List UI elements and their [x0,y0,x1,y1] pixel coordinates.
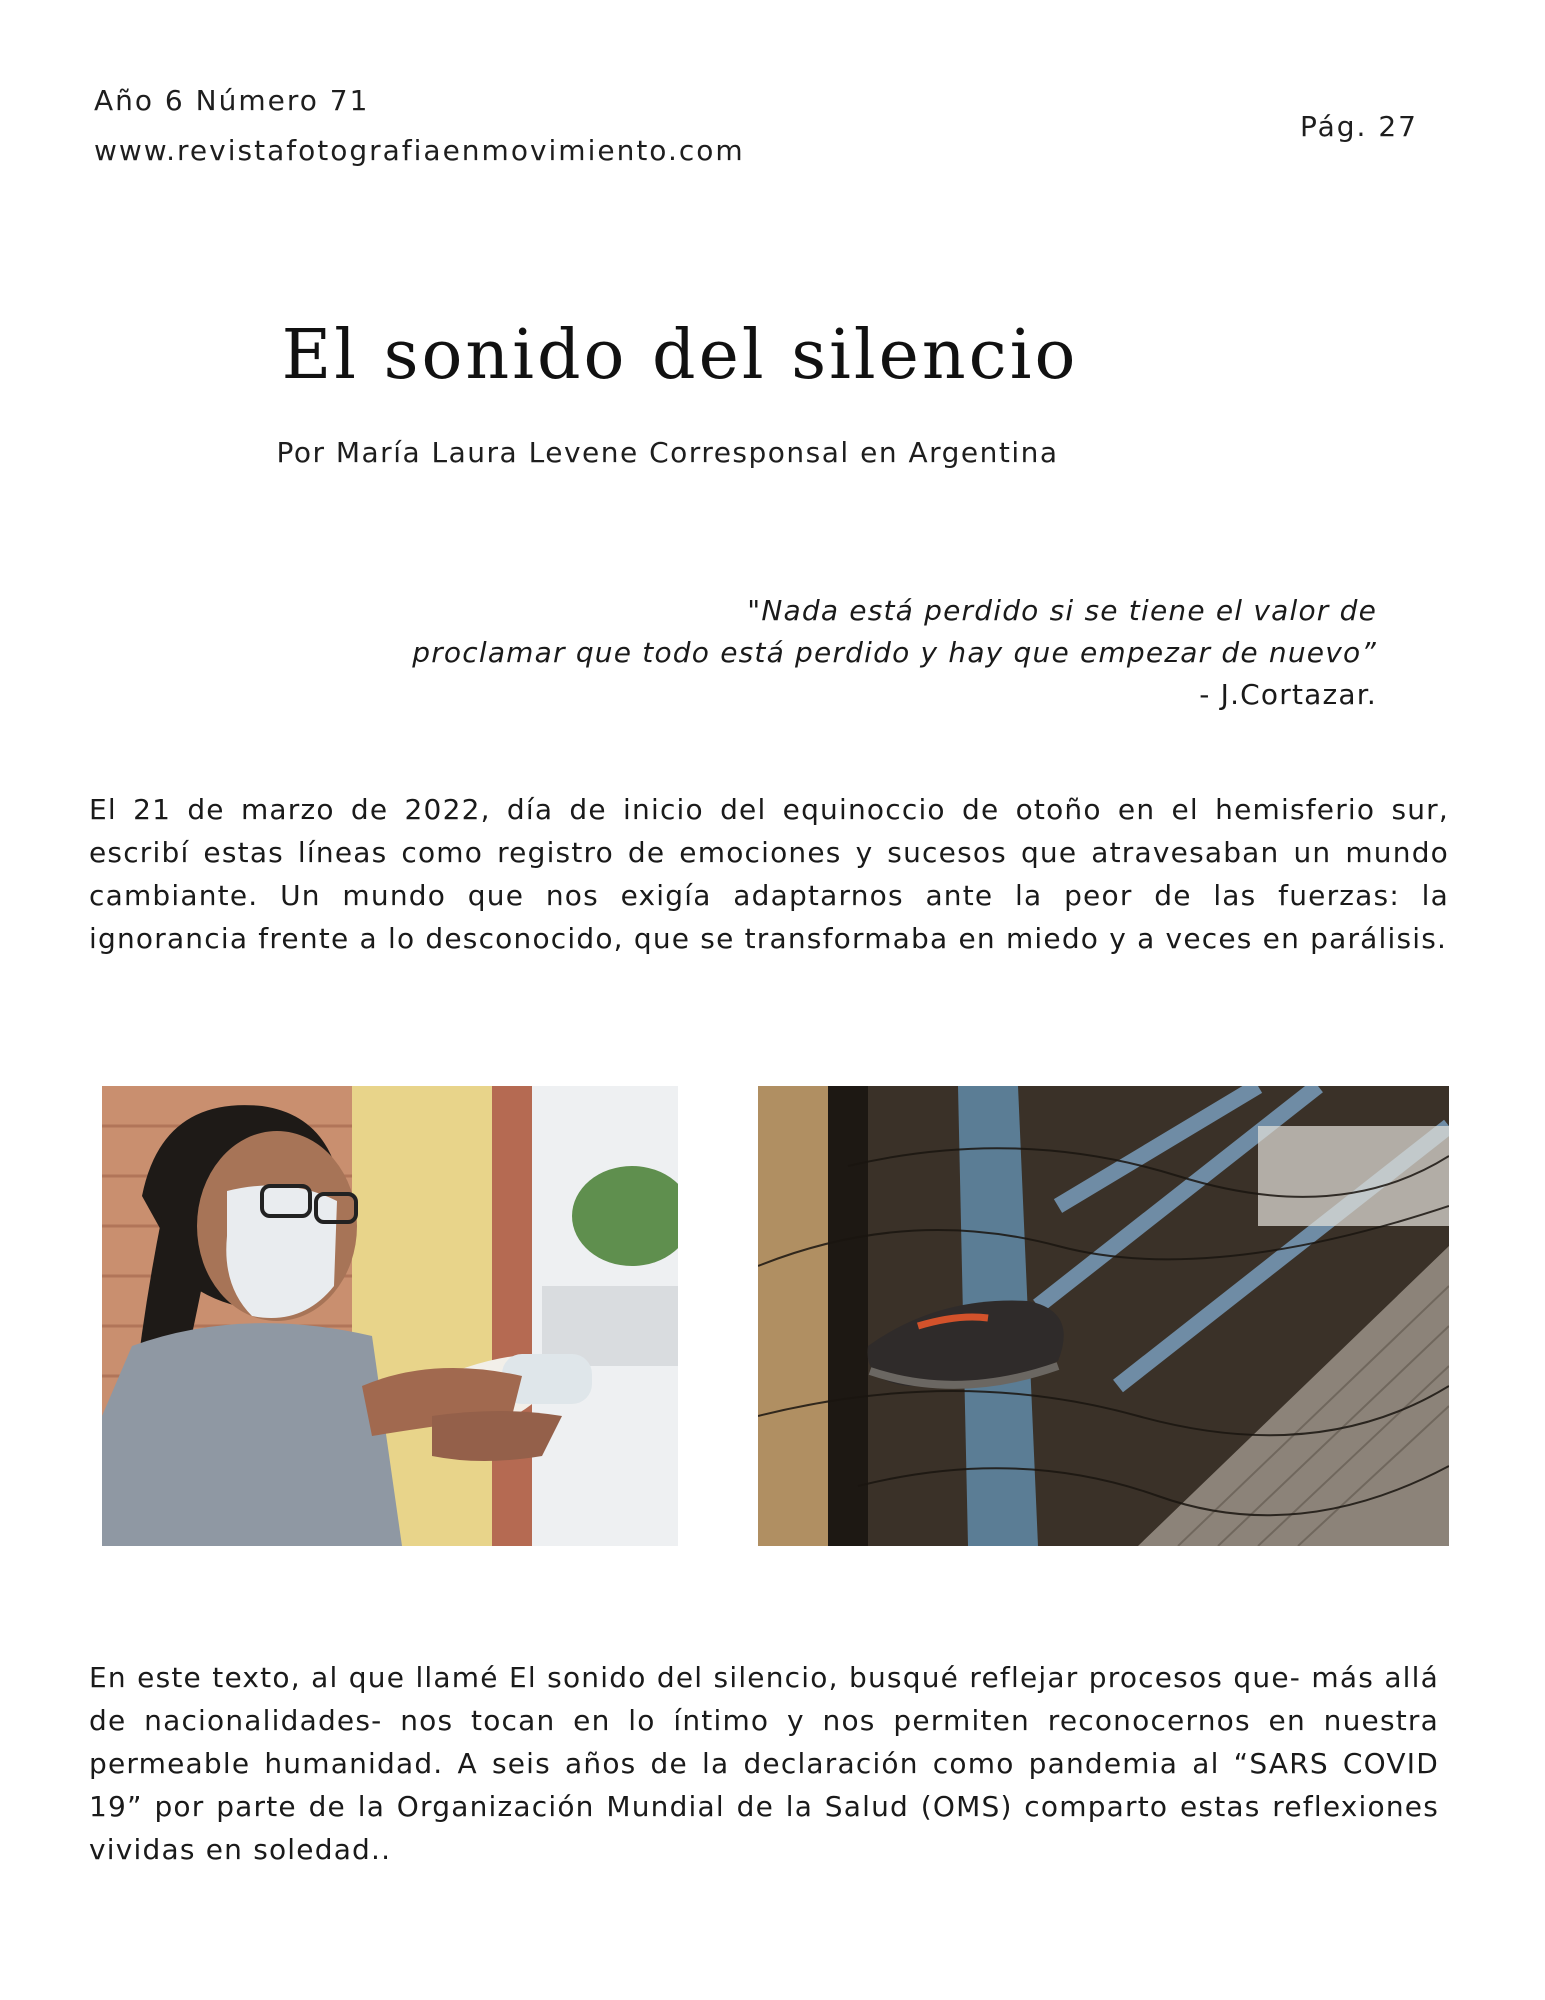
article-byline: Por María Laura Levene Corresponsal en Argentina [276,436,1059,469]
website-url: www.revistafotografiaenmovimiento.com [94,134,745,167]
quote-author: - J.Cortazar. [1199,678,1377,711]
issue-number: Año 6 Número 71 [94,84,370,117]
quote-line-2: proclamar que todo está perdido y hay que empezar de nuevo” [412,636,1377,669]
body-paragraph-2: En este texto, al que llamé El sonido del silencio, busqué reflejar procesos que- más allá de nacionalidades- nos tocan en lo íntimo y nos permiten reconocernos en nuestra permeable humanidad. A seis años de la declaración como pandemia al “SARS COVID 19” por parte de la Organización Mundial de la Salud (OMS) comparto estas reflexiones vividas en soledad.. [89,1661,1439,1866]
epigraph-quote [377,590,1377,716]
photo-woman-with-mask [102,1086,678,1546]
article-title: El sonido del silencio [281,316,1079,395]
page-number: Pág. 27 [1300,110,1418,143]
quote-line-1: "Nada está perdido si se tiene el valor de [747,594,1377,627]
body-paragraph-1: El 21 de marzo de 2022, día de inicio del equinoccio de otoño en el hemisferio sur, escribí estas líneas como registro de emociones y sucesos que atravesaban un mundo cambiante. Un mundo que nos exigía adaptarnos ante la peor de las fuerzas: la ignorancia frente a lo desconocido, que se transformaba en miedo y a veces en parálisis. [89,793,1449,955]
photo-shoe-in-barbed-wire [758,1086,1449,1546]
